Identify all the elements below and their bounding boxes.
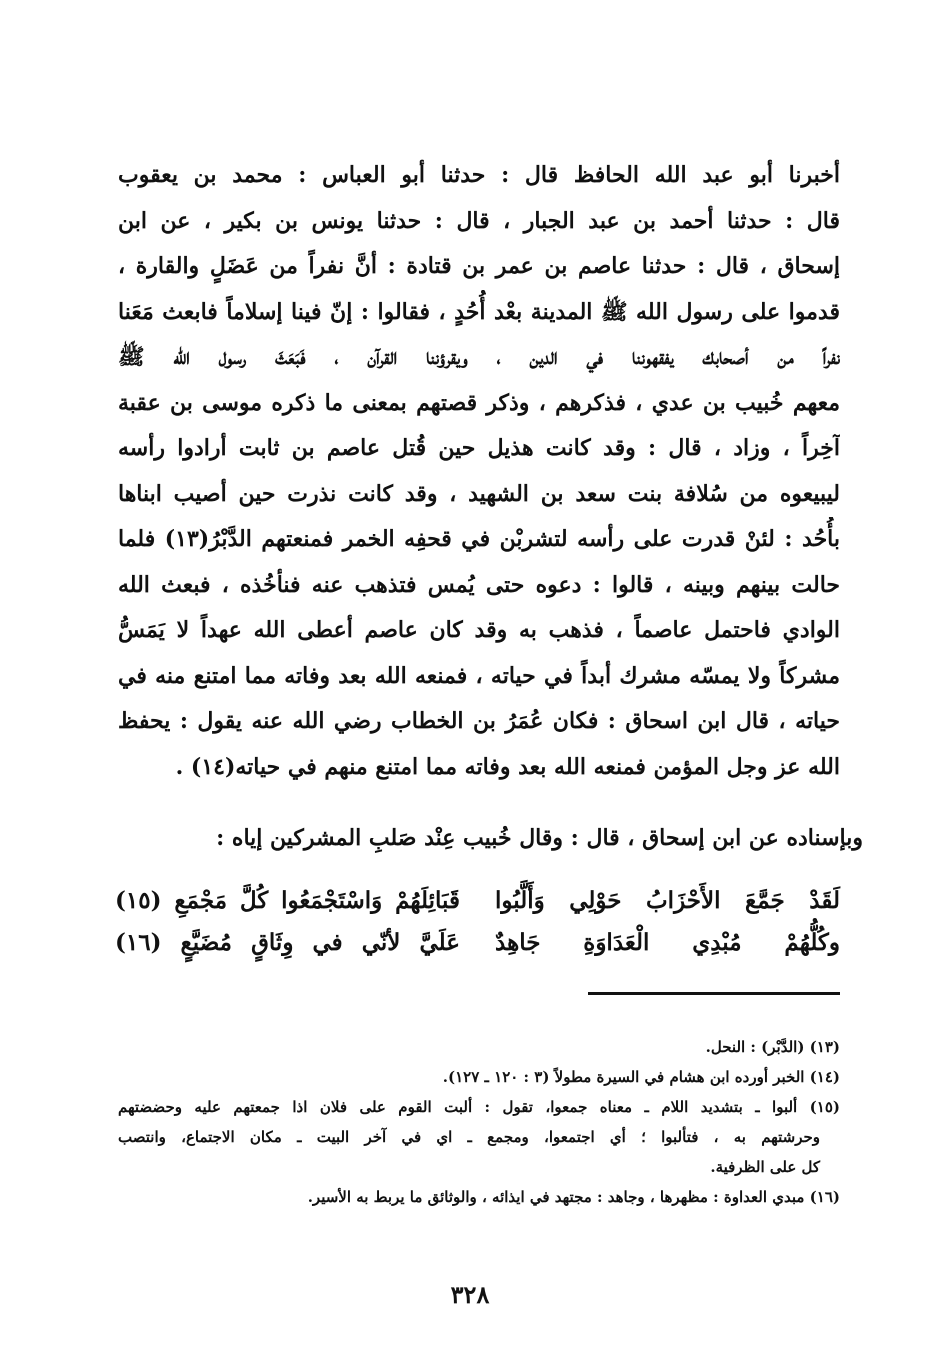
footnotes-block	[118, 1032, 840, 1212]
text-line: مشركاً ولا يمسّه مشرك أبداً في حياته ، فمنعه الله بعد وفاته مما امتنع منه في	[118, 662, 840, 689]
main-text-block	[118, 153, 840, 790]
text-line: آخِراً ، وزاد ، قال : وقد كانت هذيل حين قُتل عاصم بن ثابت أرادوا رأسه	[118, 435, 840, 461]
text-line: أخبرنا أبو عبد الله الحافظ قال : حدثنا أبو العباس : محمد بن يعقوب	[118, 162, 840, 188]
footnote-line: كل على الظرفية.	[710, 1158, 820, 1176]
footnote-line: وحرشتهم به ، فتألبوا ؛ أي اجتمعوا، ومجمع ـ اي في آخر البيت ـ مكان الاجتماع، وانتصب	[118, 1128, 820, 1146]
poem-block	[115, 880, 840, 964]
text-line: الوادي فاحتمل عاصماً ، فذهب به وقد كان عاصم أعطى الله عهداً لا يَمَسُّ	[118, 617, 840, 643]
text-line: حالت بينهم وبينه ، قالوا : دعوه حتى يُمس فتذهب عنه فنأخُذه ، فبعث الله	[118, 571, 840, 598]
footnote-line: (١٣) (الدَّبْر) : النحل.	[705, 1038, 840, 1056]
text-line: إسحاق ، قال : حدثنا عاصم بن عمر بن قتادة : أنَّ نفراً من عَضَلٍ والقارة ،	[118, 253, 840, 279]
page-number: ٣٢٨	[450, 1280, 490, 1309]
footnote-line: (١٥) ألبوا ـ بتشديد اللام ـ معناه جمعوا، تقول : ألبت القوم على فلان اذا جمعتهم عليه وحضضتهم	[118, 1098, 840, 1116]
text-line: قال : حدثنا أحمد بن عبد الجبار ، قال : حدثنا يونس بن بكير ، عن ابن	[118, 207, 840, 234]
footnote-separator	[588, 992, 840, 995]
text-line: بأُحُد : لئنْ قدرت على رأسه لتشربْن في قحفِه الخمر فمنعتهم الدَّبْرُ(١٣) فلما	[118, 526, 840, 552]
text-line: قدموا على رسول الله ﷺ المدينة بعْد أُحُدٍ ، فقالوا : إنّ فينا إسلاماً فابعث مَعَنا	[118, 298, 840, 325]
verse-first-hemistich: لَقَدْ جَمَّعَ الأَحْزَابُ حَوْلِي وَأَلَّبُوا	[495, 887, 840, 914]
text-line: نفراً من أصحابك يفقهوننا في الدين ، ويقرؤننا القرآن ، فَبَعَثَ رسول الله ﷺ	[118, 344, 840, 370]
footnote-line: (١٤) الخبر أورده ابن هشام في السيرة مطولاً (٣ : ١٢٠ ـ ١٢٧).	[442, 1068, 840, 1086]
poem-verse	[115, 880, 840, 922]
poem-introduction: وبإسناده عن ابن إسحاق ، قال : وقال خُبيب عِنْد صَلبِ المشركين إياه :	[216, 825, 863, 851]
verse-second-hemistich: قَبَائِلَهُمْ وَاسْتَجْمَعُوا كُلَّ مَجْمَعِ (١٥)	[115, 887, 460, 914]
text-line: ليبيعوه من سُلافة بنت سعد بن الشهيد ، وقد كانت نذرت حين أصيب ابناها	[118, 480, 840, 507]
verse-second-hemistich: عَلَيَّ لأنّي في وِثَاقٍ مُضَيَّعٍ (١٦)	[115, 929, 460, 956]
text-line: حياته ، قال ابن اسحاق : فكان عُمَرُ بن الخطاب رضي الله عنه يقول : يحفظ	[118, 708, 840, 734]
text-line: الله عز وجل المؤمن فمنعه الله بعد وفاته مما امتنع منهم في حياته(١٤) .	[175, 753, 840, 780]
poem-verse	[115, 922, 840, 964]
text-line: معهم خُبيب بن عدي ، فذكرهم ، وذكر قصتهم بمعنى ما ذكره موسى بن عقبة	[118, 389, 840, 416]
footnote-line: (١٦) مبدي العداوة : مظهرها ، وجاهد : مجتهد في ايذائه ، والوثائق ما يربط به الأسير.	[307, 1188, 840, 1206]
verse-first-hemistich: وكُلُّهُمْ مُبْدِي الْعَدَاوَةِ جَاهِدٌ	[495, 929, 840, 956]
